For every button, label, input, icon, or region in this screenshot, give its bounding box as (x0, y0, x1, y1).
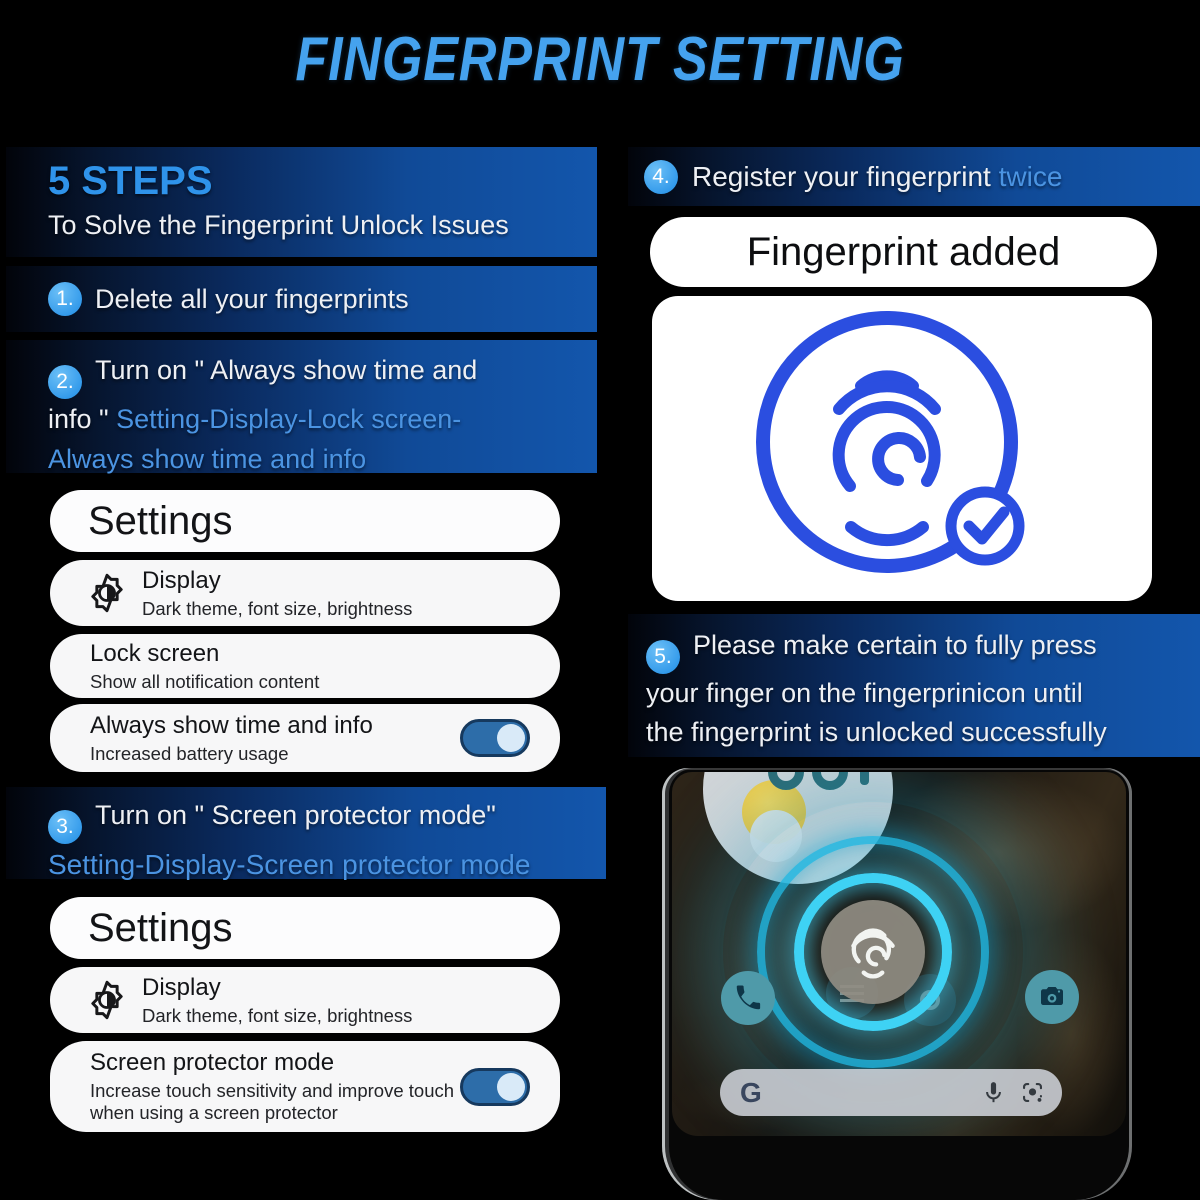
row-title: Lock screen (90, 639, 220, 667)
page-title: FINGERPRINT SETTING (295, 25, 905, 94)
phone-icon (733, 983, 763, 1013)
steps-subheading: To Solve the Fingerprint Unlock Issues (48, 210, 509, 240)
steps-header-banner (6, 147, 597, 257)
always-show-toggle-on[interactable] (460, 719, 530, 757)
camera-shortcut[interactable] (1025, 970, 1079, 1024)
step-2-path-line2: Setting-Display-Lock screen- (116, 404, 462, 434)
step-5-text-line1: Please make certain to fully press (693, 630, 1097, 660)
step-5-text-line3: the fingerprint is unlocked successfully (646, 716, 1107, 747)
row-subtitle: Increased battery usage (90, 742, 289, 764)
screen-protector-toggle-on[interactable] (460, 1068, 530, 1106)
row-subtitle: Dark theme, font size, brightness (142, 597, 413, 619)
step-2-badge: 2. (48, 365, 82, 399)
row-subtitle: Show all notification content (90, 670, 320, 692)
toggle-knob (497, 1073, 525, 1101)
settings-card-title (50, 490, 560, 552)
settings-row-always-show[interactable] (50, 704, 560, 772)
row-title: Display (142, 566, 221, 594)
google-search-bar[interactable] (720, 1069, 1062, 1116)
step-3-badge: 3. (48, 810, 82, 844)
settings-card-title (50, 897, 560, 959)
phone-lock-screen (672, 772, 1126, 1136)
google-lens-icon[interactable] (1019, 1079, 1046, 1106)
step-1-text: Delete all your fingerprints (95, 283, 409, 314)
step-5-text-line2: your finger on the fingerprinicon until (646, 677, 1083, 708)
settings-row-display[interactable] (50, 967, 560, 1033)
settings-row-lock-screen[interactable] (50, 634, 560, 698)
step-2-path-line3: Always show time and info (48, 444, 367, 474)
row-title: Screen protector mode (90, 1049, 335, 1076)
display-brightness-icon (86, 979, 128, 1021)
google-g-logo: G (740, 1076, 762, 1108)
settings-row-screen-protector[interactable] (50, 1041, 560, 1132)
fingerprint-sensor-button[interactable] (821, 900, 925, 1004)
settings-title: Settings (88, 905, 233, 950)
row-title: Always show time and info (90, 711, 373, 739)
steps-heading: 5 STEPS (48, 159, 213, 203)
step-2-text-line2: info " (48, 404, 109, 434)
step-1-banner (6, 266, 597, 332)
phone-shortcut[interactable] (721, 971, 775, 1025)
fingerprint-added-card (650, 217, 1157, 287)
step-3-text-line1: Turn on " Screen protector mode" (95, 800, 496, 830)
phone-mockup (662, 768, 1132, 1200)
step-1-badge: 1. (48, 282, 82, 316)
mic-icon[interactable] (980, 1079, 1007, 1106)
step-5-badge: 5. (646, 640, 680, 674)
clock-digit-fragment (860, 772, 869, 785)
row-subtitle: Dark theme, font size, brightness (142, 1004, 413, 1026)
step-2-banner (6, 340, 597, 473)
fingerprint-icon (840, 919, 906, 985)
settings-title: Settings (88, 498, 233, 543)
camera-icon (1037, 982, 1067, 1012)
fingerprint-added-label: Fingerprint added (746, 229, 1061, 274)
fingerprint-check-icon (652, 296, 1152, 601)
step-3-path-line2: Setting-Display-Screen protector mode (48, 848, 531, 880)
step-3-banner (6, 787, 606, 879)
toggle-knob (497, 724, 525, 752)
display-brightness-icon (86, 572, 128, 614)
step-4-badge: 4. (644, 160, 678, 194)
step-2-text-line1: Turn on " Always show time and (95, 355, 478, 385)
step-5-banner (628, 614, 1200, 757)
step-4-text: Register your fingerprint (692, 160, 991, 192)
step-4-text-twice: twice (998, 160, 1063, 192)
step-4-banner (628, 147, 1200, 206)
row-title: Display (142, 973, 221, 1001)
settings-row-display[interactable] (50, 560, 560, 626)
fingerprint-added-icon-card (652, 296, 1152, 601)
row-subtitle: Increase touch sensitivity and improve touch when using a screen protector (90, 1080, 455, 1123)
